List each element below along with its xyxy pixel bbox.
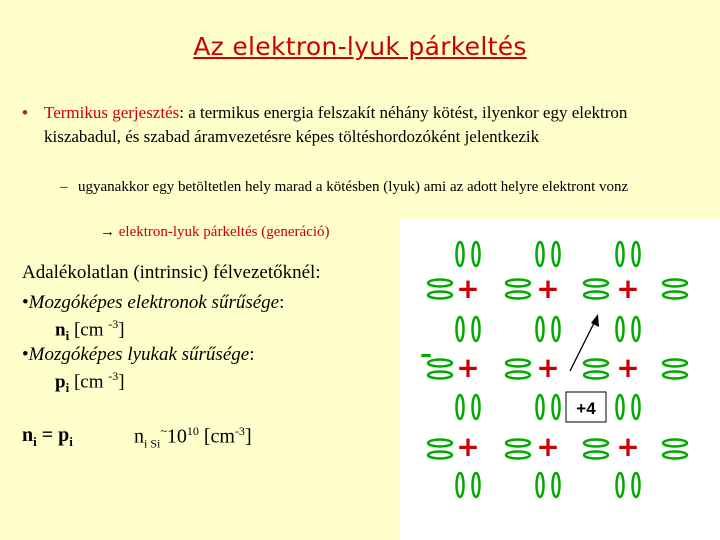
unit-prefix: [cm [69, 371, 109, 393]
bond-electron [663, 280, 687, 287]
unit-exponent: -3 [108, 317, 119, 331]
bond-electron [457, 473, 464, 497]
bond-electron [506, 360, 530, 367]
bond-electron [473, 317, 480, 341]
bond-electron [428, 452, 452, 459]
bullet-body: : a termikus energia felszakít néhány kötést, ilyenkor egy elektron kiszabadul, és szabad áramvezetésre képes töltéshordozóként jelentkezik [44, 103, 628, 146]
colon: : [249, 344, 255, 365]
free-electron-minus: – [420, 340, 432, 368]
hole-density-text: Mozgóképes lyukak sűrűsége [28, 344, 250, 365]
bond-electron [537, 317, 544, 341]
bond-electron [663, 360, 687, 367]
electron-density-label [22, 292, 284, 314]
electron-density-text: Mozgóképes elektronok sűrűsége [28, 292, 280, 313]
sub-bullet-text: ugyanakkor egy betöltetlen hely marad a kötésben (lyuk) ami az adott helyre elektront vonz [78, 179, 629, 195]
bond-electron [584, 292, 608, 299]
intrinsic-heading: Adalékolatlan (intrinsic) félvezetőknél: [22, 262, 321, 283]
bond-electron [617, 473, 624, 497]
subscript-i: i [33, 434, 37, 449]
bond-electron [553, 317, 560, 341]
sub-bullet-marker: – [60, 179, 68, 195]
bond-electron [617, 317, 624, 341]
bond-electron [584, 360, 608, 367]
crystal-lattice-diagram [400, 219, 720, 540]
bond-electron [537, 242, 544, 266]
silicon-density [134, 424, 252, 452]
nucleus-plus: + [456, 272, 480, 305]
hole-density-label [22, 344, 254, 366]
unit-prefix: [cm [69, 319, 109, 341]
colon: : [279, 292, 285, 313]
unit-exponent: -3 [108, 369, 119, 383]
bond-electron [617, 395, 624, 419]
bullet-thermal-excitation [22, 101, 702, 149]
bond-electron [553, 395, 560, 419]
bond-electron [537, 395, 544, 419]
nucleus-plus: + [616, 272, 640, 305]
bond-electron [584, 440, 608, 447]
bond-electron [663, 440, 687, 447]
nucleus-plus: + [456, 430, 480, 463]
pair-generation-line [100, 224, 329, 241]
equality-equation [22, 424, 73, 450]
symbol-p: p [55, 371, 66, 393]
bond-electron [584, 372, 608, 379]
bond-electron [663, 292, 687, 299]
symbol-p: p [58, 424, 70, 446]
right-arrow-icon: → [100, 224, 115, 240]
approx-sign: ~ [160, 424, 167, 438]
bullet-marker: • [22, 344, 29, 365]
bullet-marker: • [22, 103, 28, 122]
bond-electron [537, 473, 544, 497]
term-thermal-excitation: Termikus gerjesztés [44, 103, 180, 122]
bond-electron [633, 395, 640, 419]
bond-electron [428, 372, 452, 379]
unit-exponent: -3 [234, 424, 245, 438]
bond-electron [457, 395, 464, 419]
bond-electron [663, 372, 687, 379]
bond-electron [457, 242, 464, 266]
bond-electron [633, 473, 640, 497]
equals-sign: = [36, 424, 59, 446]
bond-electron [506, 280, 530, 287]
bond-electron [633, 317, 640, 341]
symbol-n: n [22, 424, 34, 446]
bond-electron [506, 372, 530, 379]
power-exponent: 10 [186, 424, 199, 438]
arrow-head-icon [591, 314, 599, 327]
bond-electron [617, 242, 624, 266]
unit-suffix: ] [244, 425, 252, 448]
subscript-i: i [65, 380, 70, 396]
symbol-n: n [134, 425, 144, 448]
bond-electron [633, 242, 640, 266]
bond-electron [663, 452, 687, 459]
subscript-i: i [65, 328, 70, 344]
bond-electron [584, 280, 608, 287]
subscript-i-si: i Si [144, 436, 161, 451]
bond-electron [428, 292, 452, 299]
unit-suffix: ] [118, 319, 125, 341]
nucleus-plus: + [616, 430, 640, 463]
lattice-svg [400, 219, 720, 540]
bond-electron [428, 440, 452, 447]
nucleus-plus: + [536, 272, 560, 305]
subscript-i: i [69, 434, 73, 449]
sub-bullet-hole [60, 177, 680, 197]
bond-electron [506, 440, 530, 447]
bond-electron [473, 473, 480, 497]
nucleus-plus: + [536, 351, 560, 384]
slide-title: Az elektron-lyuk párkeltés [193, 32, 527, 61]
hole-density-symbol [55, 369, 125, 396]
symbol-n: n [55, 319, 66, 341]
pair-generation-text: elektron-lyuk párkeltés (generáció) [118, 224, 330, 240]
bond-electron [584, 452, 608, 459]
core-label: +4 [576, 399, 596, 418]
bond-electron [457, 317, 464, 341]
nucleus-plus: + [456, 351, 480, 384]
unit-prefix: [cm [198, 425, 235, 448]
bond-electron [506, 292, 530, 299]
bullet-text [44, 101, 702, 149]
bond-electron [553, 473, 560, 497]
bond-electron [506, 452, 530, 459]
bond-electron [473, 395, 480, 419]
bond-electron [428, 280, 452, 287]
bond-electron [553, 242, 560, 266]
nucleus-plus: + [536, 430, 560, 463]
nucleus-plus: + [616, 351, 640, 384]
bullet-marker: • [22, 292, 29, 313]
bond-electron [473, 242, 480, 266]
unit-suffix: ] [118, 371, 125, 393]
power-base: 10 [166, 425, 187, 448]
electron-density-symbol [55, 317, 125, 344]
